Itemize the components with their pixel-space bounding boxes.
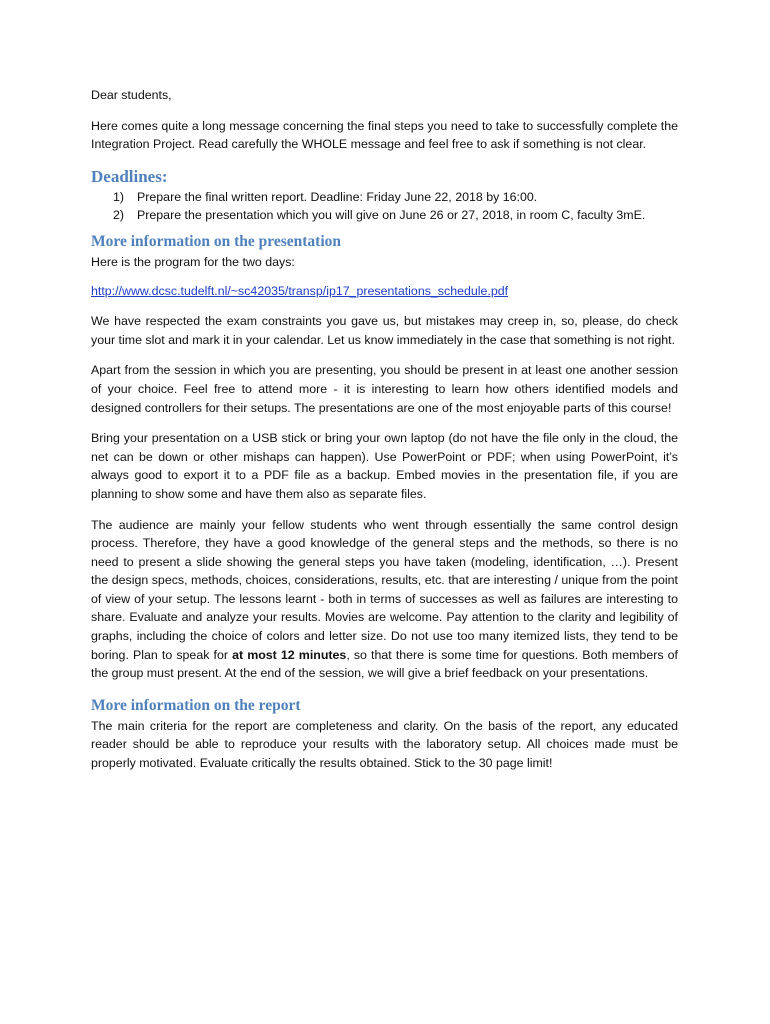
materials-paragraph: Bring your presentation on a USB stick or bring your own laptop (do not have the file only in the cloud, the net can be down or other mishaps can happen). Use PowerPoint or PDF; when using PowerPoint, it’s always good to export it to a PDF file as a backup. Embed movies in the presentation file, if you are planning to show some and have them also as separate files.: [91, 431, 678, 501]
deadlines-heading: Deadlines:: [91, 166, 168, 186]
report-paragraph: The main criteria for the report are completeness and clarity. On the basis of the report, any educated reader should be able to reproduce your results with the laboratory setup. All choices made must be properly motivated. Evaluate critically the results obtained. Stick to the 30 page limit!: [91, 718, 678, 771]
audience-paragraph: [91, 516, 678, 683]
document-page: [91, 86, 678, 785]
list-item-text: Prepare the presentation which you will give on June 26 or 27, 2018, in room C, faculty 3mE.: [137, 208, 646, 223]
attendance-paragraph: Apart from the session in which you are presenting, you should be present in at least one another session of your choice. Feel free to attend more - it is interesting to learn how others identified models and designed controllers for their setups. The presentations are one of the most enjoyable parts of this course!: [91, 363, 678, 415]
greeting: Dear students,: [91, 88, 172, 102]
deadlines-list: [91, 188, 678, 225]
constraints-paragraph: We have respected the exam constraints you gave us, but mistakes may creep in, so, please, do check your time slot and mark it in your calendar. Let us know immediately in the case that something is not right.: [91, 314, 678, 347]
audience-text-end: , so that there is some time for questions. Both members of the group must present. At the end of the session, we will give a brief feedback on your presentations.: [91, 647, 678, 681]
intro-paragraph: Here comes quite a long message concerning the final steps you need to take to successfully complete the Integration Project. Read carefully the WHOLE message and feel free to ask if something is not clear.: [91, 118, 678, 152]
schedule-link[interactable]: http://www.dcsc.tudelft.nl/~sc42035/transp/ip17_presentations_schedule.pdf: [91, 283, 509, 298]
list-item-number: 1): [113, 189, 125, 204]
list-item: [91, 206, 678, 225]
time-limit-text: at most 12 minutes: [232, 647, 347, 662]
presentation-heading: More information on the presentation: [91, 232, 341, 250]
list-item: [91, 188, 678, 207]
audience-text-start: The audience are mainly your fellow students who went through essentially the same control design process. Therefore, they have a good knowledge of the general steps and the methods, so there is no need to present a slide showing the general steps you have taken (modeling, identification, …). Present the design specs, methods, choices, considerations, results, etc. that are interesting / unique from the point of view of your setup. The lessons learnt - both in terms of successes as well as failures are interesting to share. Evaluate and analyze your results. Movies are welcome. Pay attention to the clarity and legibility of graphs, including the choice of colors and letter size. Do not use too many itemized lists, they tend to be boring. Plan to speak for: [91, 517, 678, 662]
list-item-number: 2): [113, 208, 125, 223]
list-item-text: Prepare the final written report. Deadline: Friday June 22, 2018 by 16:00.: [137, 189, 538, 204]
program-line: Here is the program for the two days:: [91, 254, 295, 269]
report-heading: More information on the report: [91, 696, 301, 714]
